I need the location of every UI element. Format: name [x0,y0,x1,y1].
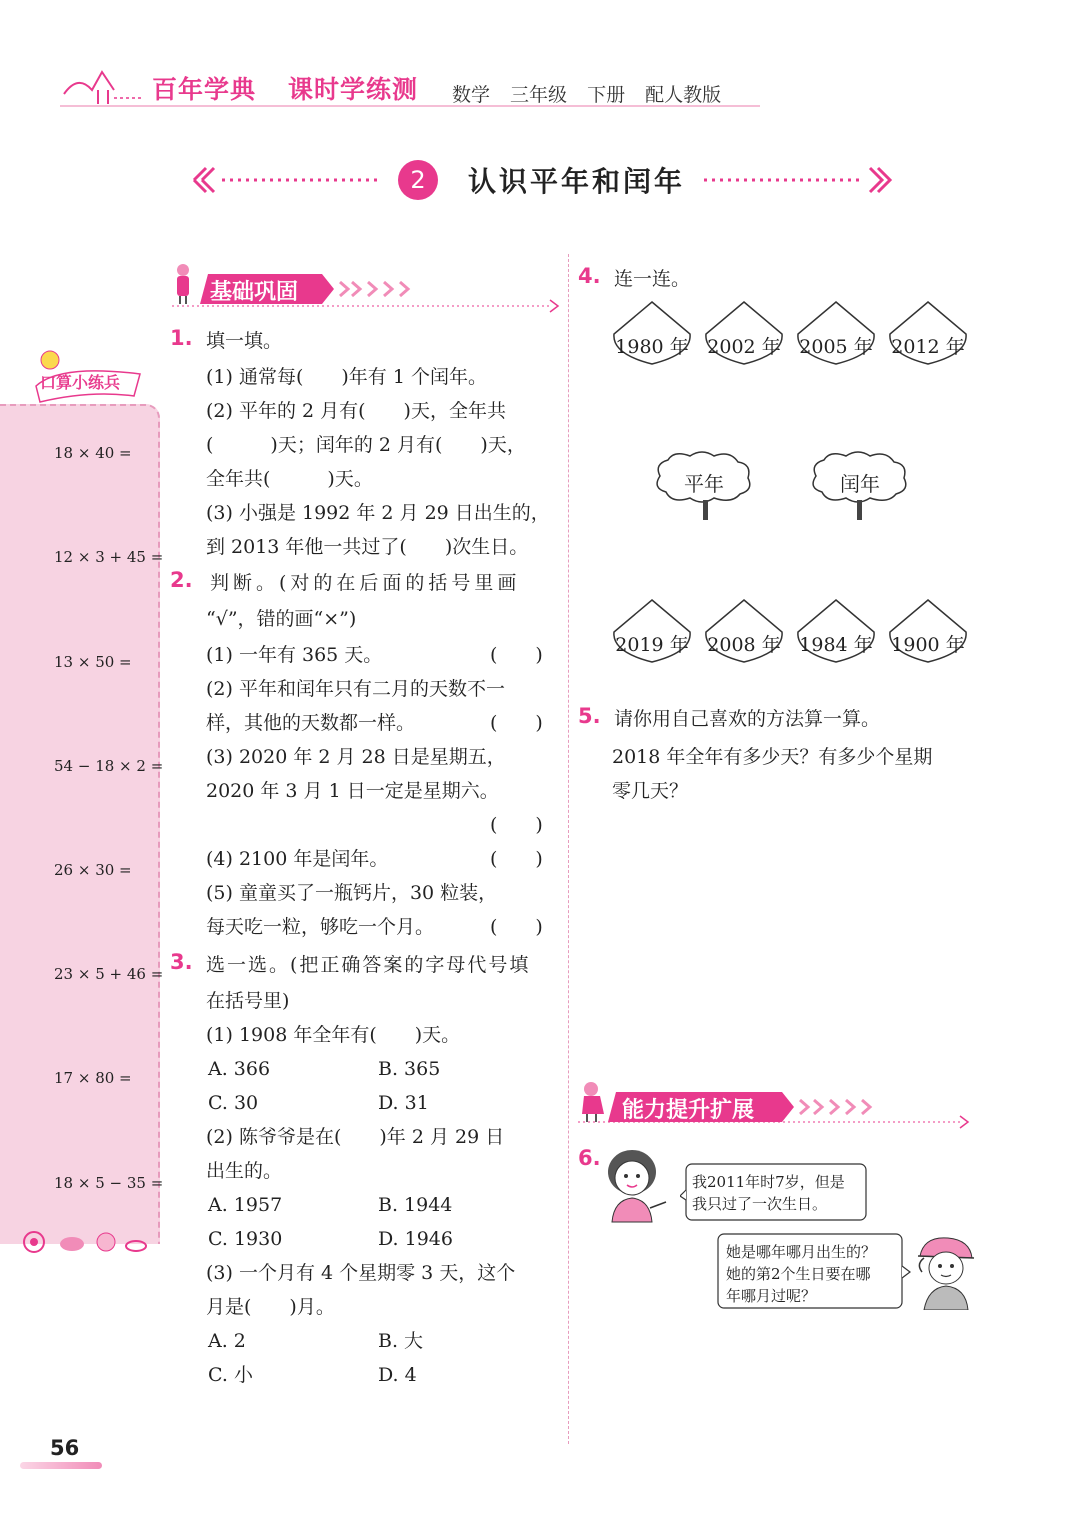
mental-math-item: 54 − 18 × 2 = [54,757,164,775]
tree-label-leap-year[interactable]: 闰年 [840,472,880,496]
question-text: 2018 年全年有多少天？有多少个星期 [612,746,933,768]
mental-math-item: 13 × 50 = [54,653,132,671]
question-text: (2) 平年的 2 月有( )天，全年共 [206,400,506,422]
column-divider [568,254,569,1444]
question-text: 请你用自己喜欢的方法算一算。 [614,708,881,730]
mental-math-item: 12 × 3 + 45 = [54,548,164,566]
question-text: “√”，错的画“×”) [206,608,357,630]
question-number: 5. [578,704,601,728]
option-a: A. 1957 [208,1194,283,1216]
mental-math-item: 23 × 5 + 46 = [54,965,164,983]
page-number: 56 [50,1436,80,1460]
question-text: (3) 一个月有 4 个星期零 3 天，这个 [206,1262,516,1284]
question-text: (2) 平年和闰年只有二月的天数不一 [206,678,505,700]
girl-speech-line: 我2011年时7岁，但是 [692,1173,845,1191]
question-text: (3) 2020 年 2 月 28 日是星期五， [206,746,506,768]
question-text: (1) 一年有 365 天。 [206,644,383,666]
book-meta: 数学 三年级 下册 配人教版 [452,84,722,106]
option-c: C. 小 [208,1364,253,1386]
year-card[interactable]: 2005 年 [799,336,873,358]
answer-paren[interactable]: ( ) [490,814,543,836]
boy-icon [910,1232,978,1310]
answer-paren[interactable]: ( ) [490,644,543,666]
girl-speech-line: 我只过了一次生日。 [692,1195,828,1213]
option-c: C. 1930 [208,1228,283,1250]
question-text: (4) 2100 年是闰年。 [206,848,389,870]
year-card[interactable]: 2008 年 [707,634,781,656]
question-text: (1) 通常每( )年有 1 个闰年。 [206,366,487,388]
year-card[interactable]: 2002 年 [707,336,781,358]
question-text: (3) 小强是 1992 年 2 月 29 日出生的， [206,502,550,524]
year-card[interactable]: 2019 年 [615,634,689,656]
option-d: D. 4 [378,1364,417,1386]
year-card[interactable]: 1900 年 [891,634,965,656]
question-number: 2. [170,568,193,592]
page-number-bar [20,1462,102,1469]
boy-speech-line: 她是哪年哪月出生的？ [726,1243,877,1261]
sidebar-panel [0,404,160,1244]
option-b: B. 365 [378,1058,441,1080]
question-text: 月是( )月。 [206,1296,335,1318]
option-a: A. 366 [208,1058,271,1080]
question-text: 选一选。(把正确答案的字母代号填 [206,954,531,976]
year-card[interactable]: 1984 年 [799,634,873,656]
header-underline [60,104,760,108]
sidebar-title: 口算小练兵 [40,373,121,392]
question-text: 全年共( )天。 [206,468,373,490]
mental-math-item: 18 × 40 = [54,444,132,462]
mental-math-item: 17 × 80 = [54,1069,132,1087]
question-text: 出生的。 [206,1160,283,1182]
option-b: B. 大 [378,1330,424,1352]
question-number: 1. [170,326,193,350]
option-a: A. 2 [208,1330,246,1352]
sidebar-flower-decoration [14,1222,154,1262]
question-text: 零几天？ [612,780,689,802]
question-text: 在括号里) [206,990,290,1012]
question-number: 4. [578,264,601,288]
question-number: 3. [170,950,193,974]
boy-speech-line: 年哪月过呢？ [726,1287,817,1305]
question-number: 6. [578,1146,601,1170]
year-card[interactable]: 2012 年 [891,336,965,358]
series-name: 课时学练测 [288,75,419,104]
question-text: 连一连。 [614,268,691,290]
answer-paren[interactable]: ( ) [490,916,543,938]
question-text: 到 2013 年他一共过了( )次生日。 [206,536,529,558]
mental-math-item: 26 × 30 = [54,861,132,879]
question-text: (1) 1908 年全年有( )天。 [206,1024,461,1046]
brand-name: 百年学典 [152,75,257,104]
question-text: 填一填。 [206,330,283,352]
lesson-number: 2 [398,160,438,200]
house-logo-icon [58,64,142,108]
question-text: 每天吃一粒，够吃一个月。 [206,916,435,938]
answer-paren[interactable]: ( ) [490,712,543,734]
mental-math-item: 18 × 5 − 35 = [54,1174,164,1192]
advanced-section-title: 能力提升扩展 [622,1098,755,1123]
girl-icon [600,1146,680,1226]
boy-speech-line: 她的第2个生日要在哪 [726,1265,871,1283]
tree-label-common-year[interactable]: 平年 [684,472,724,496]
basic-section-title: 基础巩固 [210,280,299,305]
question-text: 2020 年 3 月 1 日一定是星期六。 [206,780,499,802]
question-text: ( )天；闰年的 2 月有( )天， [206,434,526,456]
answer-paren[interactable]: ( ) [490,848,543,870]
question-text: 判断。(对的在后面的括号里画 [210,572,521,594]
option-d: D. 1946 [378,1228,453,1250]
page-title: 认识平年和闰年 [468,165,686,198]
year-card[interactable]: 1980 年 [615,336,689,358]
question-text: 样，其他的天数都一样。 [206,712,416,734]
question-text: (5) 童童买了一瓶钙片，30 粒装， [206,882,498,904]
option-b: B. 1944 [378,1194,453,1216]
question-text: (2) 陈爷爷是在( )年 2 月 29 日 [206,1126,505,1148]
option-c: C. 30 [208,1092,259,1114]
option-d: D. 31 [378,1092,429,1114]
